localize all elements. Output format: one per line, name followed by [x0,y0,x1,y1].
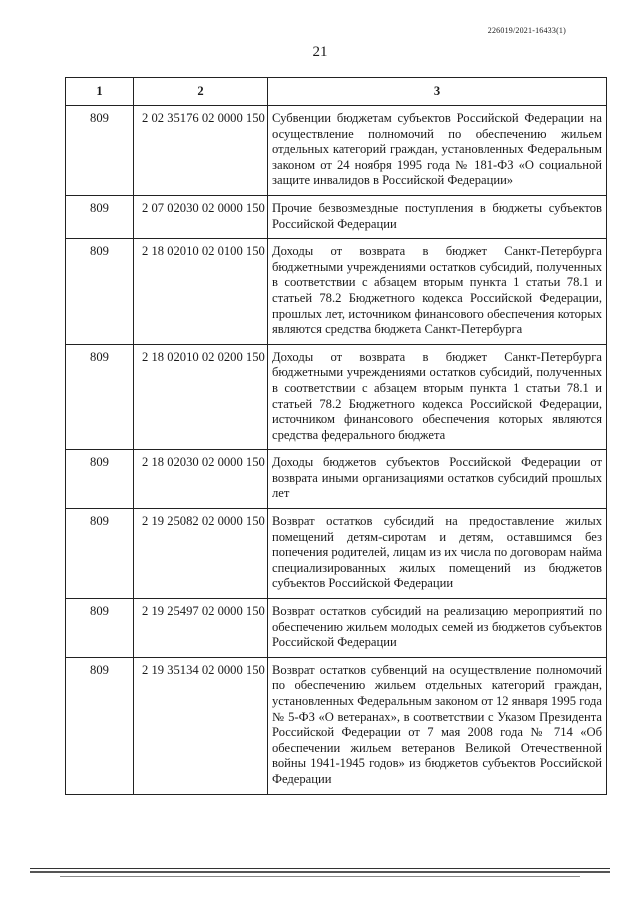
revenue-name-cell: Доходы от возврата в бюджет Санкт-Петербурга бюджетными учреждениями остатков субсидий, полученных в соответствии с абзацем вторым пункта 1 статьи 78.1 и статьей 78.2 Бюджетного кодекса Российской Федерации, источником финансового обеспечения которых являются средства федерального бюджета [268,344,607,450]
budget-code-cell: 2 19 25497 02 0000 150 [134,599,268,658]
admin-code-cell: 809 [66,106,134,196]
table-row [66,509,607,599]
column-header-admin: 1 [66,78,134,106]
column-header-name: 3 [268,78,607,106]
budget-code-cell: 2 18 02010 02 0200 150 [134,344,268,450]
budget-code-cell: 2 19 25082 02 0000 150 [134,509,268,599]
table-row [66,599,607,658]
revenue-name-cell: Возврат остатков субвенций на осуществление полномочий по обеспечению жильем отдельных категорий граждан, установленных Федеральным законом от 12 января 1995 года № 5-ФЗ «О ветеранах», в соответствии с Указом Президента Российской Федерации от 7 мая 2008 года № 714 «Об обеспечении жильем ветеранов Великой Отечественной войны 1941-1945 годов» из бюджетов субъектов Российской Федерации [268,657,607,794]
column-header-code: 2 [134,78,268,106]
budget-classification-table [65,77,607,795]
budget-code-cell: 2 02 35176 02 0000 150 [134,106,268,196]
table-row [66,195,607,238]
scan-edge-line [30,871,610,873]
scan-edge-line [60,876,580,877]
table-row [66,657,607,794]
admin-code-cell: 809 [66,599,134,658]
revenue-name-cell: Субвенции бюджетам субъектов Российской Федерации на осуществление полномочий по обеспечению жильем отдельных категорий граждан, установленных Федеральным законом от 24 ноября 1995 года № 181-ФЗ «О социальной защите инвалидов в Российской Федерации» [268,106,607,196]
budget-code-cell: 2 18 02010 02 0100 150 [134,239,268,345]
admin-code-cell: 809 [66,509,134,599]
admin-code-cell: 809 [66,239,134,345]
revenue-name-cell: Доходы от возврата в бюджет Санкт-Петербурга бюджетными учреждениями остатков субсидий, полученных в соответствии с абзацем вторым пункта 1 статьи 78.1 и статьей 78.2 Бюджетного кодекса Российской Федерации, прошлых лет, источником финансового обеспечения которых являются средства бюджета Санкт-Петербурга [268,239,607,345]
revenue-name-cell: Возврат остатков субсидий на реализацию мероприятий по обеспечению жильем молодых семей из бюджетов субъектов Российской Федерации [268,599,607,658]
table-header-row [66,78,607,106]
budget-code-cell: 2 19 35134 02 0000 150 [134,657,268,794]
page-number: 21 [312,44,328,60]
table-row [66,106,607,196]
revenue-name-cell: Возврат остатков субсидий на предоставление жилых помещений детям-сиротам и детям, оставшимся без попечения родителей, лицам из их числа по договорам найма специализированных жилых помещений из бюджетов субъектов Российской Федерации [268,509,607,599]
admin-code-cell: 809 [66,344,134,450]
revenue-name-cell: Доходы бюджетов субъектов Российской Федерации от возврата иными организациями остатков субсидий прошлых лет [268,450,607,509]
budget-code-cell: 2 07 02030 02 0000 150 [134,195,268,238]
table-row [66,450,607,509]
scan-edge-line [30,868,610,869]
admin-code-cell: 809 [66,450,134,509]
admin-code-cell: 809 [66,657,134,794]
document-id: 226019/2021-16433(1) [487,26,566,35]
table-row [66,344,607,450]
admin-code-cell: 809 [66,195,134,238]
budget-code-cell: 2 18 02030 02 0000 150 [134,450,268,509]
revenue-name-cell: Прочие безвозмездные поступления в бюджеты субъектов Российской Федерации [268,195,607,238]
table-row [66,239,607,345]
